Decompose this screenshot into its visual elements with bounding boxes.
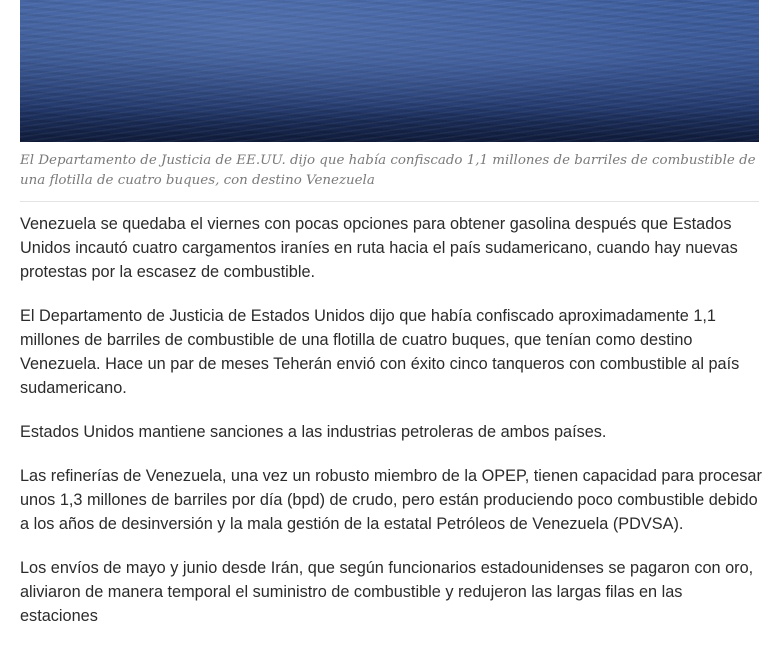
article-paragraph: El Departamento de Justicia de Estados Unidos dijo que había confiscado aproximadamente 1,1 millones de barriles de combustible de una flotilla de cuatro buques, que tenían como destino Venezuela. Hace un par de meses Teherán envió con éxito cinco tanqueros con combustible al país sudamericano. <box>20 307 740 397</box>
article-photo <box>20 0 759 142</box>
image-caption: El Departamento de Justicia de EE.UU. dijo que había confiscado 1,1 millones de barriles de combustible de una flotilla de cuatro buques, con destino Venezuela <box>20 153 756 188</box>
article-paragraph: Los envíos de mayo y junio desde Irán, que según funcionarios estadounidenses se pagaron con oro, aliviaron de manera temporal el suministro de combustible y redujeron las largas filas en las estaciones <box>20 559 754 625</box>
article-paragraph: Las refinerías de Venezuela, una vez un robusto miembro de la OPEP, tienen capacidad para procesar unos 1,3 millones de barriles por día (bpd) de crudo, pero están produciendo poco combustible debido a los años de desinversión y la mala gestión de la estatal Petróleos de Venezuela (PDVSA). <box>20 467 762 533</box>
article-body <box>20 212 764 648</box>
caption-divider <box>20 201 759 202</box>
article-paragraph: Venezuela se quedaba el viernes con pocas opciones para obtener gasolina después que Estados Unidos incautó cuatro cargamentos iraníes en ruta hacia el país sudamericano, cuando hay nuevas protestas por la escasez de combustible. <box>20 215 738 281</box>
article-paragraph: Estados Unidos mantiene sanciones a las industrias petroleras de ambos países. <box>20 423 607 441</box>
